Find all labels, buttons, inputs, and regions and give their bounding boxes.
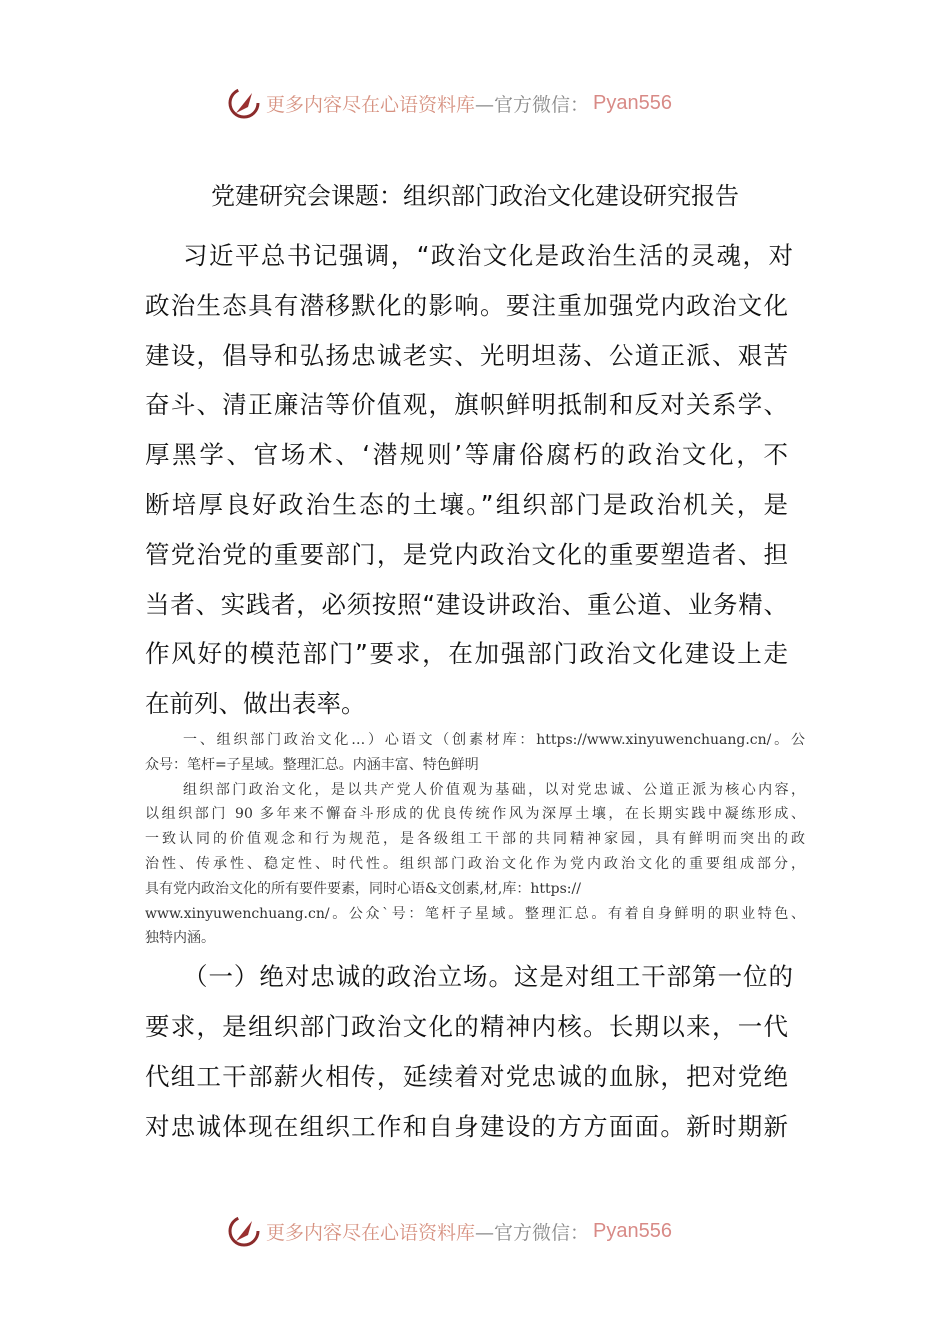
small-line: 组织部门政治文化，是以共产党人价值观为基础，以对党忠诚、公道正派为核心内容， xyxy=(183,781,805,798)
watermark-text: —官方微信： xyxy=(475,1221,590,1244)
watermark-wechat: Pyan556 xyxy=(593,1219,672,1242)
small-line: 具有党内政治文化的所有要件要素，同时心语&文创素,材,库：https:// xyxy=(145,880,581,897)
small-line: 一、组织部门政治文化…）心语文（创素材库：https://www.xinyuwenchuang.cn/。公 xyxy=(183,732,805,748)
para1-line: 习近平总书记强调，“政治文化是政治生活的灵魂，对 xyxy=(183,241,793,270)
quill-logo-icon xyxy=(226,1213,262,1249)
small-line: 以组织部门 90 多年来不懈奋斗形成的优良传统作风为深厚土壤，在长期实践中凝练形成、 xyxy=(145,806,805,823)
quill-logo-icon xyxy=(226,85,262,121)
watermark-text: —官方微信： xyxy=(475,93,590,116)
para2-line: （一）绝对忠诚的政治立场。这是对组工干部第一位的 xyxy=(183,962,793,991)
small-line: 独特内涵。 xyxy=(145,930,215,947)
para1-line: 政治生态具有潜移默化的影响。要注重加强党内政治文化 xyxy=(145,290,788,320)
para1-line: 建设，倡导和弘扬忠诚老实、光明坦荡、公道正派、艰苦 xyxy=(145,340,788,370)
para1-line: 断培厚良好政治生态的土壤。”组织部门是政治机关，是 xyxy=(145,490,788,519)
small-line: 治性、传承性、稳定性、时代性。组织部门政治文化作为党内政治文化的重要组成部分， xyxy=(145,856,805,872)
para1-line: 厚黑学、官场术、‘潜规则’等庸俗腐朽的政治文化，不 xyxy=(145,440,788,470)
watermark-text: 更多内容尽在心语资料库 xyxy=(266,1221,476,1244)
para1-line: 在前列、做出表率。 xyxy=(145,689,366,719)
watermark-text: 更多内容尽在心语资料库 xyxy=(266,93,476,116)
para2-line: 要求，是组织部门政治文化的精神内核。长期以来，一代 xyxy=(145,1012,788,1041)
watermark-footer xyxy=(226,1211,672,1251)
para2-line: 对忠诚体现在组织工作和自身建设的方方面面。新时期新 xyxy=(145,1112,788,1141)
watermark-wechat: Pyan556 xyxy=(593,91,672,114)
para1-line: 作风好的模范部门”要求，在加强部门政治文化建设上走 xyxy=(145,639,788,669)
para1-line: 奋斗、清正廉洁等价值观，旗帜鲜明抵制和反对关系学、 xyxy=(145,390,788,420)
watermark-header xyxy=(226,83,672,123)
document-title: 党建研究会课题：组织部门政治文化建设研究报告 xyxy=(211,182,739,210)
para2-line: 代组工干部薪火相传，延续着对党忠诚的血脉，把对党绝 xyxy=(145,1062,788,1091)
para1-line: 管党治党的重要部门，是党内政治文化的重要塑造者、担 xyxy=(145,539,788,569)
small-line: 众号：笔杆=子星域。整理汇总。内涵丰富、特色鲜明 xyxy=(145,756,479,773)
small-line: www.xinyuwenchuang.cn/。公众`号：笔杆子星域。整理汇总。有着自身鲜明的职业特色、 xyxy=(145,905,805,922)
small-line: 一致认同的价值观念和行为规范，是各级组工干部的共同精神家园，具有鲜明而突出的政 xyxy=(145,831,805,848)
para1-line: 当者、实践者，必须按照“建设讲政治、重公道、业务精、 xyxy=(145,589,788,619)
